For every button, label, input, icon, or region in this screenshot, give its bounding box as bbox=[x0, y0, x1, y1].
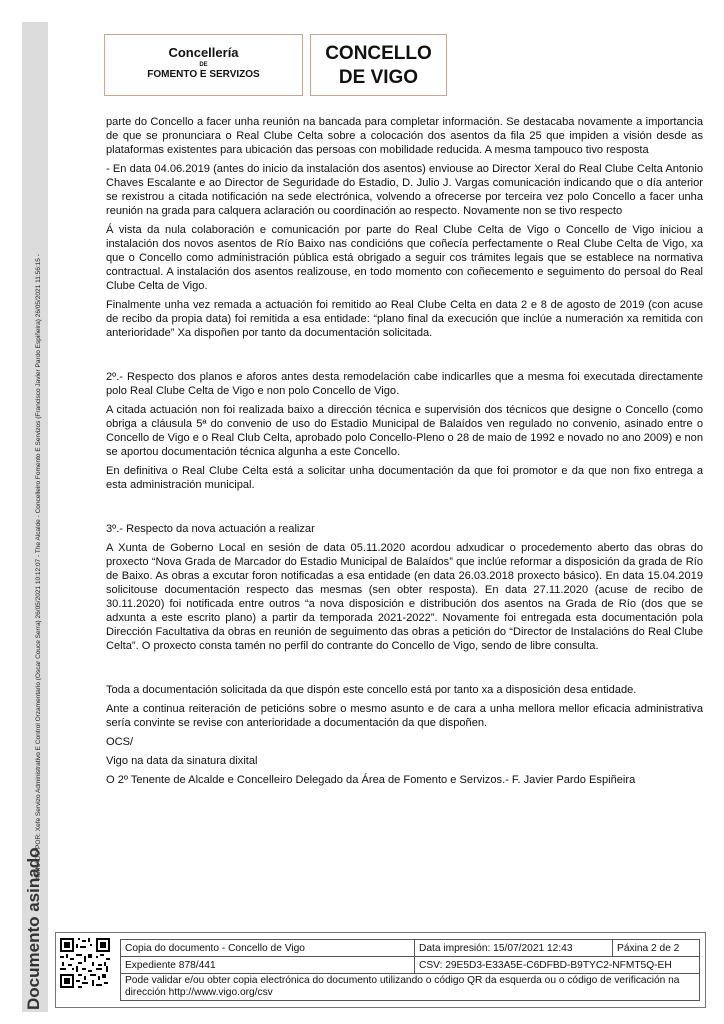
paragraph: - En data 04.06.2019 (antes do inicio da instalación dos asentos) enviouse ao Director Xeral do Real Clube Celta Antonio Chaves Escalante e ao Director de Seguridade do Estadio, D. Julio J. Vargas comunicación indicando que o día anterior se rexistrou a citada notificación na sede electrónica, volvendo a ofrecerse por terceira vez polo Concello a facer unha reunión na grada para calquera aclaración ou coordinación ao respecto. Novamente non se tivo respecto bbox=[106, 163, 703, 217]
paragraph: parte do Concello a facer unha reunión na bancada para completar información. Se destacaba novamente a importancia de que se pronunciara o Real Clube Celta sobre a colocación dos asentos da fila 25 que impiden a visión desde as plataformas existentes para ubicación das persoas con mobilidade reducida. A mesma tampouco tivo resposta bbox=[106, 116, 703, 156]
signatory-line: O 2º Tenente de Alcalde e Concelleiro Delegado da Área de Fomento e Servizos.- F. Javier Pardo Espiñeira bbox=[106, 774, 636, 786]
spacer bbox=[106, 497, 703, 522]
section-heading: 3º.- Respecto da nova actuación a realizar bbox=[106, 523, 315, 535]
closing-initials: OCS/ bbox=[106, 736, 134, 748]
paragraph: Toda a documentación solicitada da que dispón este concello está por tanto xa a disposición desa entidade. bbox=[106, 684, 637, 696]
page-number: Páxina 2 de 2 bbox=[613, 940, 700, 957]
organization-line-2: DE VIGO bbox=[338, 67, 419, 88]
department-line-3: FOMENTO E SERVIZOS bbox=[147, 69, 260, 80]
spacer bbox=[106, 345, 703, 370]
department-line-2: DE bbox=[199, 62, 208, 68]
department-header bbox=[104, 34, 303, 96]
validation-note: Pode validar e/ou obter copia electrónica do documento utilizando o código QR da esquerda ou o código de verificación na dirección http://www.vigo.org/csv bbox=[121, 974, 700, 1001]
document-body bbox=[106, 115, 703, 792]
department-line-1: Concellería bbox=[168, 45, 239, 60]
paragraph: A Xunta de Goberno Local en sesión de data 05.11.2020 acordou adxudicar o procedemento aberto das obras do proxecto “Nova Grada de Marcador do Estadio Municipal de Balaídos” que inclúe reformar a disposición da grada de Río de Baixo. As obras a excutar foron notificadas a esa entidade (en data 26.03.2018 proxecto básico). En data 15.04.2019 solicitouse documentación respecto das mesmas (sen obter resposta). En data 27.11.2020 (acuse de recibo de 30.11.2020) foi notificada entre outros “a nova disposición e distribución dos asentos na Grada de Río (dos que se adxunta a este escrito plano) a partir da temporada 2021-2022”. Novamente foi entregada esta documentación pola Dirección Facultativa da obras en reunión de seguimento das obras a petición do “Director de Instalacións do Real Clube Celta”. O proxecto consta tamén no perfil do contrante do Concello de Vigo, sendo de libre consulta. bbox=[106, 542, 703, 652]
signature-text: ASINADO POR: Xefe Servizo Administrativo E Control Orzamentario (Oscar Couce Serra) 26/05/2021 10:12:07 - The Alcalde - Concelleiro Fomento E Servizos (Francisco Javier Pardo Espiñeira) 26/05/2021 11:56:15 - bbox=[35, 254, 42, 880]
organization-header bbox=[310, 34, 447, 96]
csv-code: CSV: 29E5D3-E33A5E-C6DFBD-B9TYC2-NFMT5Q-EH bbox=[415, 957, 700, 974]
copy-label: Copia do documento - Concello de Vigo bbox=[121, 940, 415, 957]
paragraph: A citada actuación non foi realizada baixo a dirección técnica e supervisión dos técnicos que designe o Concello (como obriga a cláusula 5ª do convenio de uso do Estadio Municipal de Balaídos ven regulado no convenio, asinado entre o Concello de Vigo e o Real Club Celta, aprobado polo Concello-Pleno o 28 de maio de 1992 e novado no ano 2009) e non se aportou documentación técnica algunha a este Concello. bbox=[106, 404, 703, 458]
qr-code-icon[interactable] bbox=[60, 938, 110, 988]
organization-line-1: CONCELLO bbox=[325, 43, 432, 64]
signature-date-line: Vigo na data da sinatura dixital bbox=[106, 755, 258, 767]
paragraph: Ante a continua reiteración de peticións sobre o mesmo asunto e de cara a unha mellora mellor eficacia administrativa sería convinte se revise con anterioridade a documentación da que dispoñen. bbox=[106, 703, 703, 729]
footer-table bbox=[120, 939, 700, 1001]
paragraph: Á vista da nula colaboración e comunicación por parte do Real Clube Celta de Vigo o Concello de Vigo iniciou a instalación dos novos asentos de Río Baixo nas condicións que coñecía perfectamente o Real Clube Celta de Vigo, xa que o Concello como administración pública está obrigado a seguir cos trámites legais que se establece na normativa contractual. A instalación dos asentos realizouse, en todo momento con coñecemento e seguimento do persoal do Real Clube Celta de Vigo. bbox=[106, 224, 703, 292]
spacer bbox=[106, 658, 703, 683]
paragraph: 2º.- Respecto dos planos e aforos antes desta remodelación cabe indicarlles que a mesma foi executada directamente polo Real Clube Celta de Vigo e non polo Concello de Vigo. bbox=[106, 371, 703, 397]
signed-document-stamp: Documento asinado bbox=[24, 847, 43, 1010]
file-number: Expediente 878/441 bbox=[121, 957, 415, 974]
paragraph: Finalmente unha vez remada a actuación foi remitido ao Real Clube Celta en data 2 e 8 de agosto de 2019 (con acuse de recibo da propia data) foi remitida a esa entidade: “plano final da execución que inclúe a numeración xa remitida con anterioridade” Xa dispoñen por tanto da documentación solicitada. bbox=[106, 299, 703, 339]
print-date: Data impresión: 15/07/2021 12:43 bbox=[415, 940, 613, 957]
document-footer bbox=[55, 932, 706, 1008]
paragraph: En definitiva o Real Clube Celta está a solicitar unha documentación da que foi promotor e da que non fixo entrega a esta administración municipal. bbox=[106, 465, 703, 491]
